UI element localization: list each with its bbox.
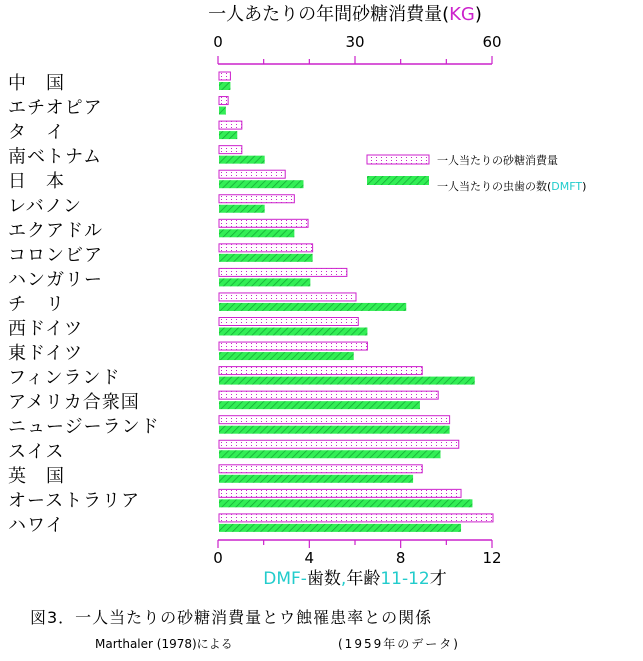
category-label: エクアドル — [8, 220, 103, 242]
caption-source: Marthaler (1978)による — [95, 637, 233, 651]
category-label: 南ベトナム — [8, 146, 103, 168]
chart-title — [208, 3, 482, 25]
bar-sugar — [219, 72, 230, 80]
legend-label-part: ) — [582, 180, 587, 193]
bar-sugar — [219, 514, 493, 522]
bar-dmft — [219, 524, 461, 532]
bar-sugar — [219, 244, 313, 252]
legend-swatch-dmft — [367, 176, 429, 185]
category-label: ハワイ — [8, 514, 65, 536]
category-label: スイス — [8, 441, 65, 463]
bar-dmft — [219, 499, 472, 507]
bottom-axis — [213, 540, 501, 567]
bar-dmft — [219, 107, 226, 115]
bar-dmft — [219, 352, 354, 360]
caption-data-year: (1959年のデータ) — [338, 637, 460, 651]
legend — [367, 153, 586, 193]
bar-dmft — [219, 82, 230, 90]
tick-label: 60 — [482, 33, 502, 51]
category-label: 西ドイツ — [8, 318, 84, 340]
bar-sugar — [219, 146, 242, 154]
xlabel-part: 年齢 — [346, 569, 381, 589]
bar-sugar — [219, 342, 367, 350]
title-part: KG — [449, 4, 475, 25]
legend-label-dmft — [437, 179, 586, 193]
bar-sugar — [219, 293, 356, 301]
category-label: フィンランド — [8, 367, 121, 389]
bar-dmft — [219, 475, 413, 483]
xlabel-part: 才 — [429, 569, 447, 589]
bar-sugar — [219, 489, 461, 497]
bar-dmft — [219, 401, 420, 409]
xlabel-part: 11-12 — [380, 569, 430, 589]
bar-dmft — [219, 131, 237, 139]
legend-swatch-sugar — [367, 155, 429, 164]
category-label: 英 国 — [8, 465, 65, 487]
category-label: 日 本 — [8, 171, 65, 193]
category-label: タ イ — [8, 122, 65, 144]
category-label: 中 国 — [8, 73, 65, 94]
title-part: ) — [474, 4, 482, 25]
bar-sugar — [219, 121, 242, 129]
bar-dmft — [219, 205, 265, 213]
legend-label-sugar: 一人当たりの砂糖消費量 — [437, 154, 558, 167]
title-part: 一人あたりの年間砂糖消費量( — [208, 4, 450, 25]
xlabel-part: , — [340, 569, 347, 589]
bar-dmft — [219, 303, 406, 311]
bar-sugar — [219, 391, 438, 399]
bar-sugar — [219, 170, 285, 178]
category-label: ハンガリー — [8, 269, 103, 291]
bar-dmft — [219, 278, 310, 286]
legend-label-part: 一人当たりの虫歯の数( — [437, 180, 552, 193]
tick-label: 0 — [213, 33, 223, 51]
bar-sugar — [219, 195, 294, 203]
bar-dmft — [219, 328, 367, 336]
caption-title: 図3．一人当たりの砂糖消費量とウ蝕罹患率との関係 — [30, 608, 433, 627]
category-label: コロンビア — [8, 244, 103, 266]
x-axis-label — [263, 568, 446, 589]
bar-dmft — [219, 180, 303, 188]
category-label: ニュージーランド — [8, 416, 160, 438]
bar-dmft — [219, 426, 450, 434]
tick-label: 8 — [395, 549, 406, 567]
bar-dmft — [219, 254, 313, 262]
category-label: オーストラリア — [8, 490, 141, 512]
bars — [219, 72, 493, 532]
bar-sugar — [219, 367, 422, 375]
bar-sugar — [219, 268, 347, 276]
tick-label: 4 — [304, 549, 315, 567]
bar-dmft — [219, 229, 294, 237]
bar-sugar — [219, 440, 459, 448]
xlabel-part: DMF- — [263, 569, 307, 589]
bar-sugar — [219, 219, 308, 227]
bar-dmft — [219, 377, 475, 385]
tick-label: 12 — [482, 549, 502, 567]
bar-dmft — [219, 156, 265, 164]
xlabel-part: 歯数 — [306, 569, 341, 589]
bar-sugar — [219, 465, 422, 473]
bar-sugar — [219, 318, 358, 326]
tick-label: 30 — [345, 33, 365, 51]
category-label: レバノン — [8, 195, 83, 217]
category-label: エチオピア — [8, 97, 103, 119]
category-labels — [8, 73, 160, 536]
legend-label-part: DMFT — [551, 180, 583, 193]
category-label: 東ドイツ — [8, 343, 84, 365]
bar-dmft — [219, 450, 440, 458]
tick-label: 0 — [213, 549, 223, 567]
top-axis — [213, 33, 501, 64]
category-label: アメリカ合衆国 — [8, 392, 140, 414]
category-label: チ リ — [8, 293, 65, 315]
bar-sugar — [219, 97, 228, 105]
bar-sugar — [219, 416, 450, 424]
